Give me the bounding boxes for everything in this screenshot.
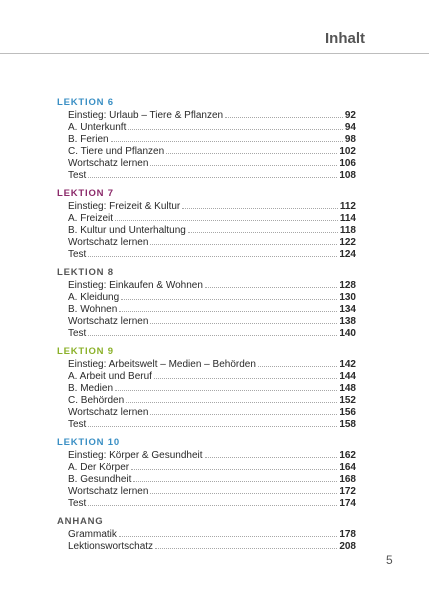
entry-label: Wortschatz lernen — [68, 486, 149, 497]
section-title: LEKTION 7 — [57, 188, 114, 199]
dot-leader — [88, 335, 337, 336]
dot-leader — [150, 244, 337, 245]
toc-entry[interactable] — [57, 395, 356, 407]
entry-page: 134 — [339, 304, 356, 315]
dot-leader — [115, 390, 337, 391]
entry-label: B. Gesundheit — [68, 474, 132, 485]
dot-leader — [115, 220, 338, 221]
dot-leader — [166, 153, 337, 154]
dot-leader — [225, 117, 343, 118]
entry-label: Grammatik — [68, 529, 117, 540]
entry-page: 106 — [339, 158, 356, 169]
entry-label: B. Ferien — [68, 134, 109, 145]
page-number: 5 — [386, 553, 393, 567]
toc-entry[interactable] — [57, 462, 356, 474]
toc-entry[interactable] — [57, 304, 356, 316]
entry-label: C. Tiere und Pflanzen — [68, 146, 165, 157]
dot-leader — [155, 548, 337, 549]
entry-label: Test — [68, 170, 87, 181]
entry-label: Wortschatz lernen — [68, 407, 149, 418]
entry-label: Einstieg: Einkaufen & Wohnen — [68, 280, 203, 291]
entry-page: 92 — [344, 110, 356, 121]
toc-entry[interactable] — [57, 134, 356, 146]
entry-label: B. Wohnen — [68, 304, 118, 315]
toc-section-lektion-9 — [57, 346, 356, 431]
toc-entry[interactable] — [57, 170, 356, 182]
section-title: LEKTION 6 — [57, 97, 114, 108]
entry-label: Test — [68, 328, 87, 339]
dot-leader — [182, 208, 338, 209]
entry-page: 164 — [339, 462, 356, 473]
toc-entry[interactable] — [57, 249, 356, 261]
dot-leader — [128, 129, 343, 130]
toc-entry[interactable] — [57, 110, 356, 122]
section-title: LEKTION 10 — [57, 437, 120, 448]
dot-leader — [205, 287, 337, 288]
toc-entry[interactable] — [57, 486, 356, 498]
entry-page: 172 — [339, 486, 356, 497]
entry-label: B. Kultur und Unterhaltung — [68, 225, 186, 236]
toc-section-lektion-8 — [57, 267, 356, 340]
entry-label: Wortschatz lernen — [68, 316, 149, 327]
entry-label: C. Behörden — [68, 395, 125, 406]
entry-label: Einstieg: Urlaub – Tiere & Pflanzen — [68, 110, 224, 121]
entry-page: 98 — [344, 134, 356, 145]
toc-entry[interactable] — [57, 529, 356, 541]
entry-page: 138 — [339, 316, 356, 327]
entry-label: Wortschatz lernen — [68, 237, 149, 248]
table-of-contents — [57, 97, 356, 559]
toc-entry[interactable] — [57, 237, 356, 249]
dot-leader — [131, 469, 337, 470]
entry-page: 142 — [339, 359, 356, 370]
dot-leader — [119, 311, 337, 312]
page-title: Inhalt — [325, 30, 365, 47]
entry-label: B. Medien — [68, 383, 114, 394]
toc-entry[interactable] — [57, 371, 356, 383]
dot-leader — [150, 323, 337, 324]
dot-leader — [150, 493, 337, 494]
toc-entry[interactable] — [57, 280, 356, 292]
entry-label: Einstieg: Körper & Gesundheit — [68, 450, 203, 461]
toc-entry[interactable] — [57, 498, 356, 510]
toc-section-lektion-6 — [57, 97, 356, 182]
header-divider — [0, 53, 429, 54]
dot-leader — [121, 299, 337, 300]
toc-entry[interactable] — [57, 213, 356, 225]
entry-label: Lektionswortschatz — [68, 541, 154, 552]
dot-leader — [258, 366, 337, 367]
entry-page: 112 — [339, 201, 356, 212]
entry-page: 158 — [339, 419, 356, 430]
entry-label: Test — [68, 498, 87, 509]
entry-label: A. Unterkunft — [68, 122, 127, 133]
dot-leader — [133, 481, 337, 482]
toc-entry[interactable] — [57, 158, 356, 170]
entry-label: A. Der Körper — [68, 462, 130, 473]
dot-leader — [188, 232, 338, 233]
dot-leader — [88, 256, 337, 257]
entry-page: 148 — [339, 383, 356, 394]
dot-leader — [88, 426, 337, 427]
dot-leader — [205, 457, 338, 458]
toc-entry[interactable] — [57, 292, 356, 304]
toc-entry[interactable] — [57, 383, 356, 395]
dot-leader — [150, 165, 337, 166]
toc-entry[interactable] — [57, 474, 356, 486]
entry-label: A. Kleidung — [68, 292, 120, 303]
entry-page: 152 — [339, 395, 356, 406]
section-title: ANHANG — [57, 516, 104, 527]
toc-entry[interactable] — [57, 419, 356, 431]
toc-entry[interactable] — [57, 407, 356, 419]
toc-entry[interactable] — [57, 328, 356, 340]
entry-label: Einstieg: Arbeitswelt – Medien – Behörden — [68, 359, 256, 370]
entry-page: 208 — [339, 541, 356, 552]
toc-entry[interactable] — [57, 541, 356, 553]
dot-leader — [126, 402, 337, 403]
toc-entry[interactable] — [57, 122, 356, 134]
entry-label: Einstieg: Freizeit & Kultur — [68, 201, 181, 212]
entry-page: 144 — [339, 371, 356, 382]
entry-label: A. Freizeit — [68, 213, 114, 224]
section-title: LEKTION 8 — [57, 267, 114, 278]
toc-entry[interactable] — [57, 316, 356, 328]
toc-entry[interactable] — [57, 359, 356, 371]
toc-entry[interactable] — [57, 146, 356, 158]
dot-leader — [150, 414, 337, 415]
toc-entry[interactable] — [57, 225, 356, 237]
entry-page: 128 — [339, 280, 356, 291]
dot-leader — [119, 536, 337, 537]
entry-page: 156 — [339, 407, 356, 418]
entry-label: Test — [68, 419, 87, 430]
dot-leader — [88, 505, 337, 506]
entry-page: 174 — [339, 498, 356, 509]
entry-page: 168 — [339, 474, 356, 485]
toc-section-lektion-10 — [57, 437, 356, 510]
dot-leader — [88, 177, 337, 178]
entry-page: 114 — [339, 213, 356, 224]
toc-section-anhang — [57, 516, 356, 553]
section-title: LEKTION 9 — [57, 346, 114, 357]
toc-entry[interactable] — [57, 450, 356, 462]
entry-page: 178 — [339, 529, 356, 540]
entry-page: 102 — [339, 146, 356, 157]
toc-entry[interactable] — [57, 201, 356, 213]
entry-page: 130 — [339, 292, 356, 303]
entry-page: 94 — [344, 122, 356, 133]
entry-page: 108 — [339, 170, 356, 181]
entry-page: 162 — [339, 450, 356, 461]
dot-leader — [111, 141, 343, 142]
entry-page: 122 — [339, 237, 356, 248]
entry-page: 118 — [339, 225, 356, 236]
dot-leader — [154, 378, 337, 379]
entry-label: A. Arbeit und Beruf — [68, 371, 152, 382]
toc-section-lektion-7 — [57, 188, 356, 261]
entry-label: Wortschatz lernen — [68, 158, 149, 169]
entry-label: Test — [68, 249, 87, 260]
entry-page: 124 — [339, 249, 356, 260]
entry-page: 140 — [339, 328, 356, 339]
